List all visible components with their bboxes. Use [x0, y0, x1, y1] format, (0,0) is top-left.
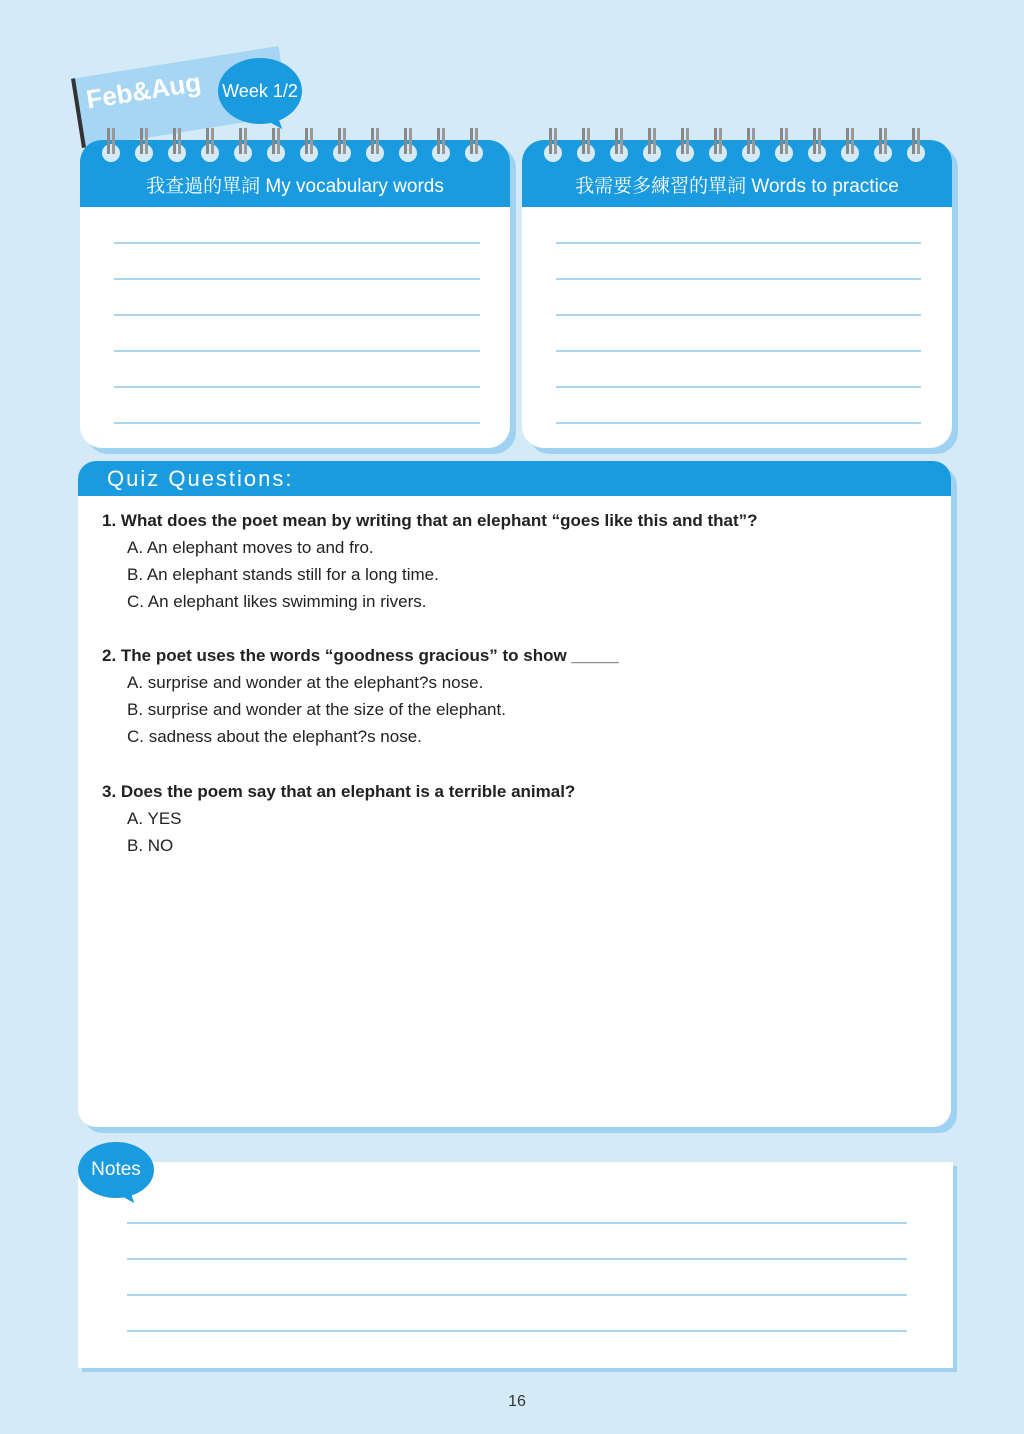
ring-icon: [102, 128, 120, 162]
ring-icon: [300, 128, 318, 162]
option: B. surprise and wonder at the size of the elephant.: [127, 700, 506, 719]
ring-icon: [135, 128, 153, 162]
option: A. An elephant moves to and fro.: [127, 538, 374, 557]
page-number: 16: [508, 1393, 526, 1410]
ring-icon: [907, 128, 925, 162]
ring-icon: [465, 128, 483, 162]
writing-line: [556, 350, 921, 352]
ring-icon: [610, 128, 628, 162]
ring-icon: [742, 128, 760, 162]
writing-line: [114, 422, 480, 424]
question-text: 2. The poet uses the words “goodness gracious” to show _____: [102, 646, 619, 665]
question-2: [102, 646, 619, 747]
quiz-title: Quiz Questions:: [78, 461, 951, 496]
writing-line: [127, 1222, 907, 1224]
ring-icon: [168, 128, 186, 162]
ring-icon: [841, 128, 859, 162]
writing-line: [114, 278, 480, 280]
ring-icon: [201, 128, 219, 162]
option: C. An elephant likes swimming in rivers.: [127, 592, 427, 611]
spiral-rings: [102, 128, 483, 162]
question-1: [102, 511, 758, 612]
quiz-panel: [78, 461, 951, 1127]
option: C. sadness about the elephant?s nose.: [127, 727, 422, 746]
option: B. An elephant stands still for a long time.: [127, 565, 439, 584]
spiral-rings: [544, 128, 925, 162]
question-3: [102, 782, 575, 856]
vocabulary-notebook: [80, 140, 510, 448]
writing-line: [127, 1330, 907, 1332]
option: B. NO: [127, 836, 174, 855]
ring-icon: [643, 128, 661, 162]
ring-icon: [399, 128, 417, 162]
ring-icon: [267, 128, 285, 162]
writing-line: [114, 242, 480, 244]
question-text: 3. Does the poem say that an elephant is a terrible animal?: [102, 782, 576, 801]
writing-line: [127, 1294, 907, 1296]
notes-box: [78, 1162, 953, 1368]
notebook-title: 我查過的單詞 My vocabulary words: [80, 140, 510, 207]
option: A. surprise and wonder at the elephant?s nose.: [127, 673, 484, 692]
writing-line: [556, 242, 921, 244]
ring-icon: [808, 128, 826, 162]
writing-line: [556, 314, 921, 316]
ring-icon: [775, 128, 793, 162]
month-tag-label: Feb&Aug: [84, 66, 203, 115]
ring-icon: [676, 128, 694, 162]
writing-line: [556, 278, 921, 280]
writing-line: [114, 350, 480, 352]
notes-bubble: Notes: [78, 1142, 154, 1198]
notebook-title: 我需要多練習的單詞 Words to practice: [522, 140, 952, 207]
question-text: 1. What does the poet mean by writing that an elephant “goes like this and that”?: [102, 511, 758, 530]
ring-icon: [333, 128, 351, 162]
ring-icon: [577, 128, 595, 162]
writing-line: [556, 386, 921, 388]
writing-line: [114, 386, 480, 388]
practice-notebook: [522, 140, 952, 448]
option: A. YES: [127, 809, 182, 828]
ring-icon: [544, 128, 562, 162]
writing-line: [127, 1258, 907, 1260]
writing-line: [556, 422, 921, 424]
ring-icon: [234, 128, 252, 162]
week-bubble: Week 1/2: [218, 58, 302, 124]
ring-icon: [432, 128, 450, 162]
ring-icon: [874, 128, 892, 162]
writing-line: [114, 314, 480, 316]
ring-icon: [709, 128, 727, 162]
ring-icon: [366, 128, 384, 162]
